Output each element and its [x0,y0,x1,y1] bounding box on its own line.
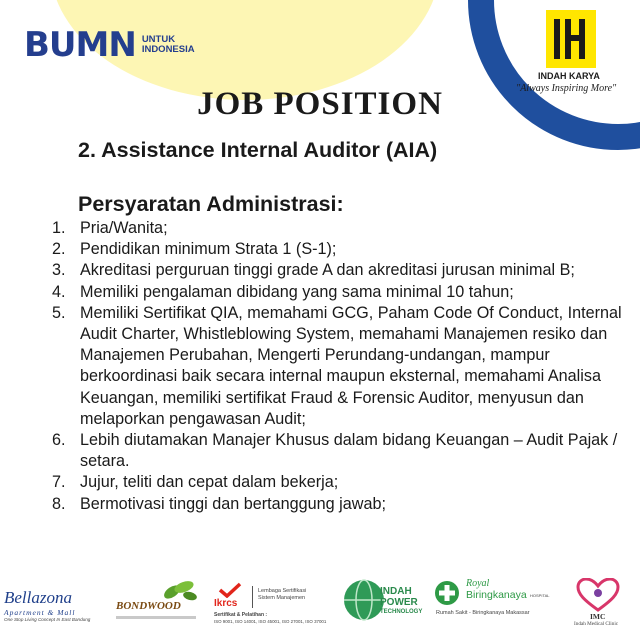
list-item-text: Memiliki Sertifikat QIA, memahami GCG, Paham Code Of Conduct, Internal Audit Charter, Whistleblowing System, memahami Manajemen resiko dan Manajemen Perubahan, Mengerti Perundang-undangan, mampur berkoordinasi baik secara internal maupun eksternal, memahami Analisa Keuangan, memiliki sertifikat Fraud & Forensic Auditor, menyusun dan melaporkan pengawasan Audit; [80,303,622,428]
list-item [52,239,638,260]
imc-full-name: Indah Medical Clinic [574,621,619,627]
partner-logos [0,572,640,638]
indah-power-line2: POWER [380,597,418,608]
ikrcs-line1: Lembaga Sertifikasi [258,588,307,594]
bumn-tagline-line1: UNTUK [141,33,176,45]
royal-line1: Royal [466,578,490,589]
ikrcs-cert-label: Sertifikat & Pelatihan : [214,612,268,618]
list-item [52,303,638,430]
list-item [52,494,638,515]
ikrcs-cert-list: ISO 9001, ISO 14001, ISO 45001, ISO 27001, ISO 37001 [214,619,327,624]
list-item [52,282,638,303]
list-item-text: Bermotivasi tinggi dan bertanggung jawab; [80,494,386,513]
imc-logo [566,572,632,638]
company-slogan: "Always Inspiring More" [516,83,617,94]
page-title: JOB POSITION [197,86,443,122]
bondwood-fine-print [116,616,196,619]
list-item-text: Lebih diutamakan Manajer Khusus dalam bidang Keuangan – Audit Pajak / setara. [80,431,618,471]
ikrcs-name: Ikrcs [214,598,238,609]
list-item [52,260,638,281]
list-item-text: Akreditasi perguruan tinggi grade A dan akreditasi jurusan minimal B; [80,261,575,280]
ikrcs-divider [252,586,253,608]
list-item [52,472,638,493]
list-item-number: 7. [52,473,66,492]
ikrcs-logo [212,572,336,638]
checkmark-icon [218,582,242,598]
indah-karya-emblem-icon [546,10,596,68]
list-item-number: 4. [52,282,66,301]
royal-line3: HOSPITAL [530,593,550,598]
list-item-text: Jujur, teliti dan cepat dalam bekerja; [80,473,339,492]
requirements-list [52,218,638,515]
indah-karya-logo [512,10,636,94]
heart-icon [576,578,620,612]
indah-power-line3: TECHNOLOGY [380,609,423,615]
bellazona-name: Bellazona [4,588,72,607]
bumn-logo [24,25,195,65]
list-item-text: Pria/Wanita; [80,219,168,237]
company-name: INDAH KARYA [538,71,600,81]
list-item-number: 3. [52,261,66,280]
list-item [52,218,638,239]
list-item-number: 6. [52,431,66,450]
list-item-text: Pendidikan minimum Strata 1 (S-1); [80,240,337,259]
imc-name: IMC [590,612,606,621]
bellazona-subtitle: Apartment & Mall [4,608,76,617]
list-item-number: 2. [52,240,66,259]
list-item-number: 5. [52,303,66,322]
medical-cross-icon [434,580,460,606]
bondwood-logo [110,572,200,638]
bumn-logo-text: BUMN [24,25,136,65]
royal-biringkanaya-logo [432,572,556,638]
section-title: Persyaratan Administrasi: [78,192,344,216]
list-item-number: 8. [52,494,66,513]
indah-power-logo [340,572,430,638]
position-title: 2. Assistance Internal Auditor (AIA) [78,138,438,162]
bellazona-logo [4,572,96,638]
indah-power-line1: INDAH [380,586,412,597]
bondwood-name: BONDWOOD [116,600,181,612]
bumn-tagline [142,35,195,56]
bellazona-tagline: One Stop Living Concept In East Bandung [4,617,91,622]
list-item [52,430,638,472]
bumn-tagline-line2: INDONESIA [141,44,195,55]
royal-line4: Rumah Sakit - Biringkanaya Makassar [436,610,530,616]
list-item-text: Memiliki pengalaman dibidang yang sama minimal 10 tahun; [80,282,514,301]
royal-line2: Biringkanaya [466,589,527,601]
ikrcs-line2: Sistem Manajemen [258,595,306,601]
list-item-number: 1. [52,219,66,237]
